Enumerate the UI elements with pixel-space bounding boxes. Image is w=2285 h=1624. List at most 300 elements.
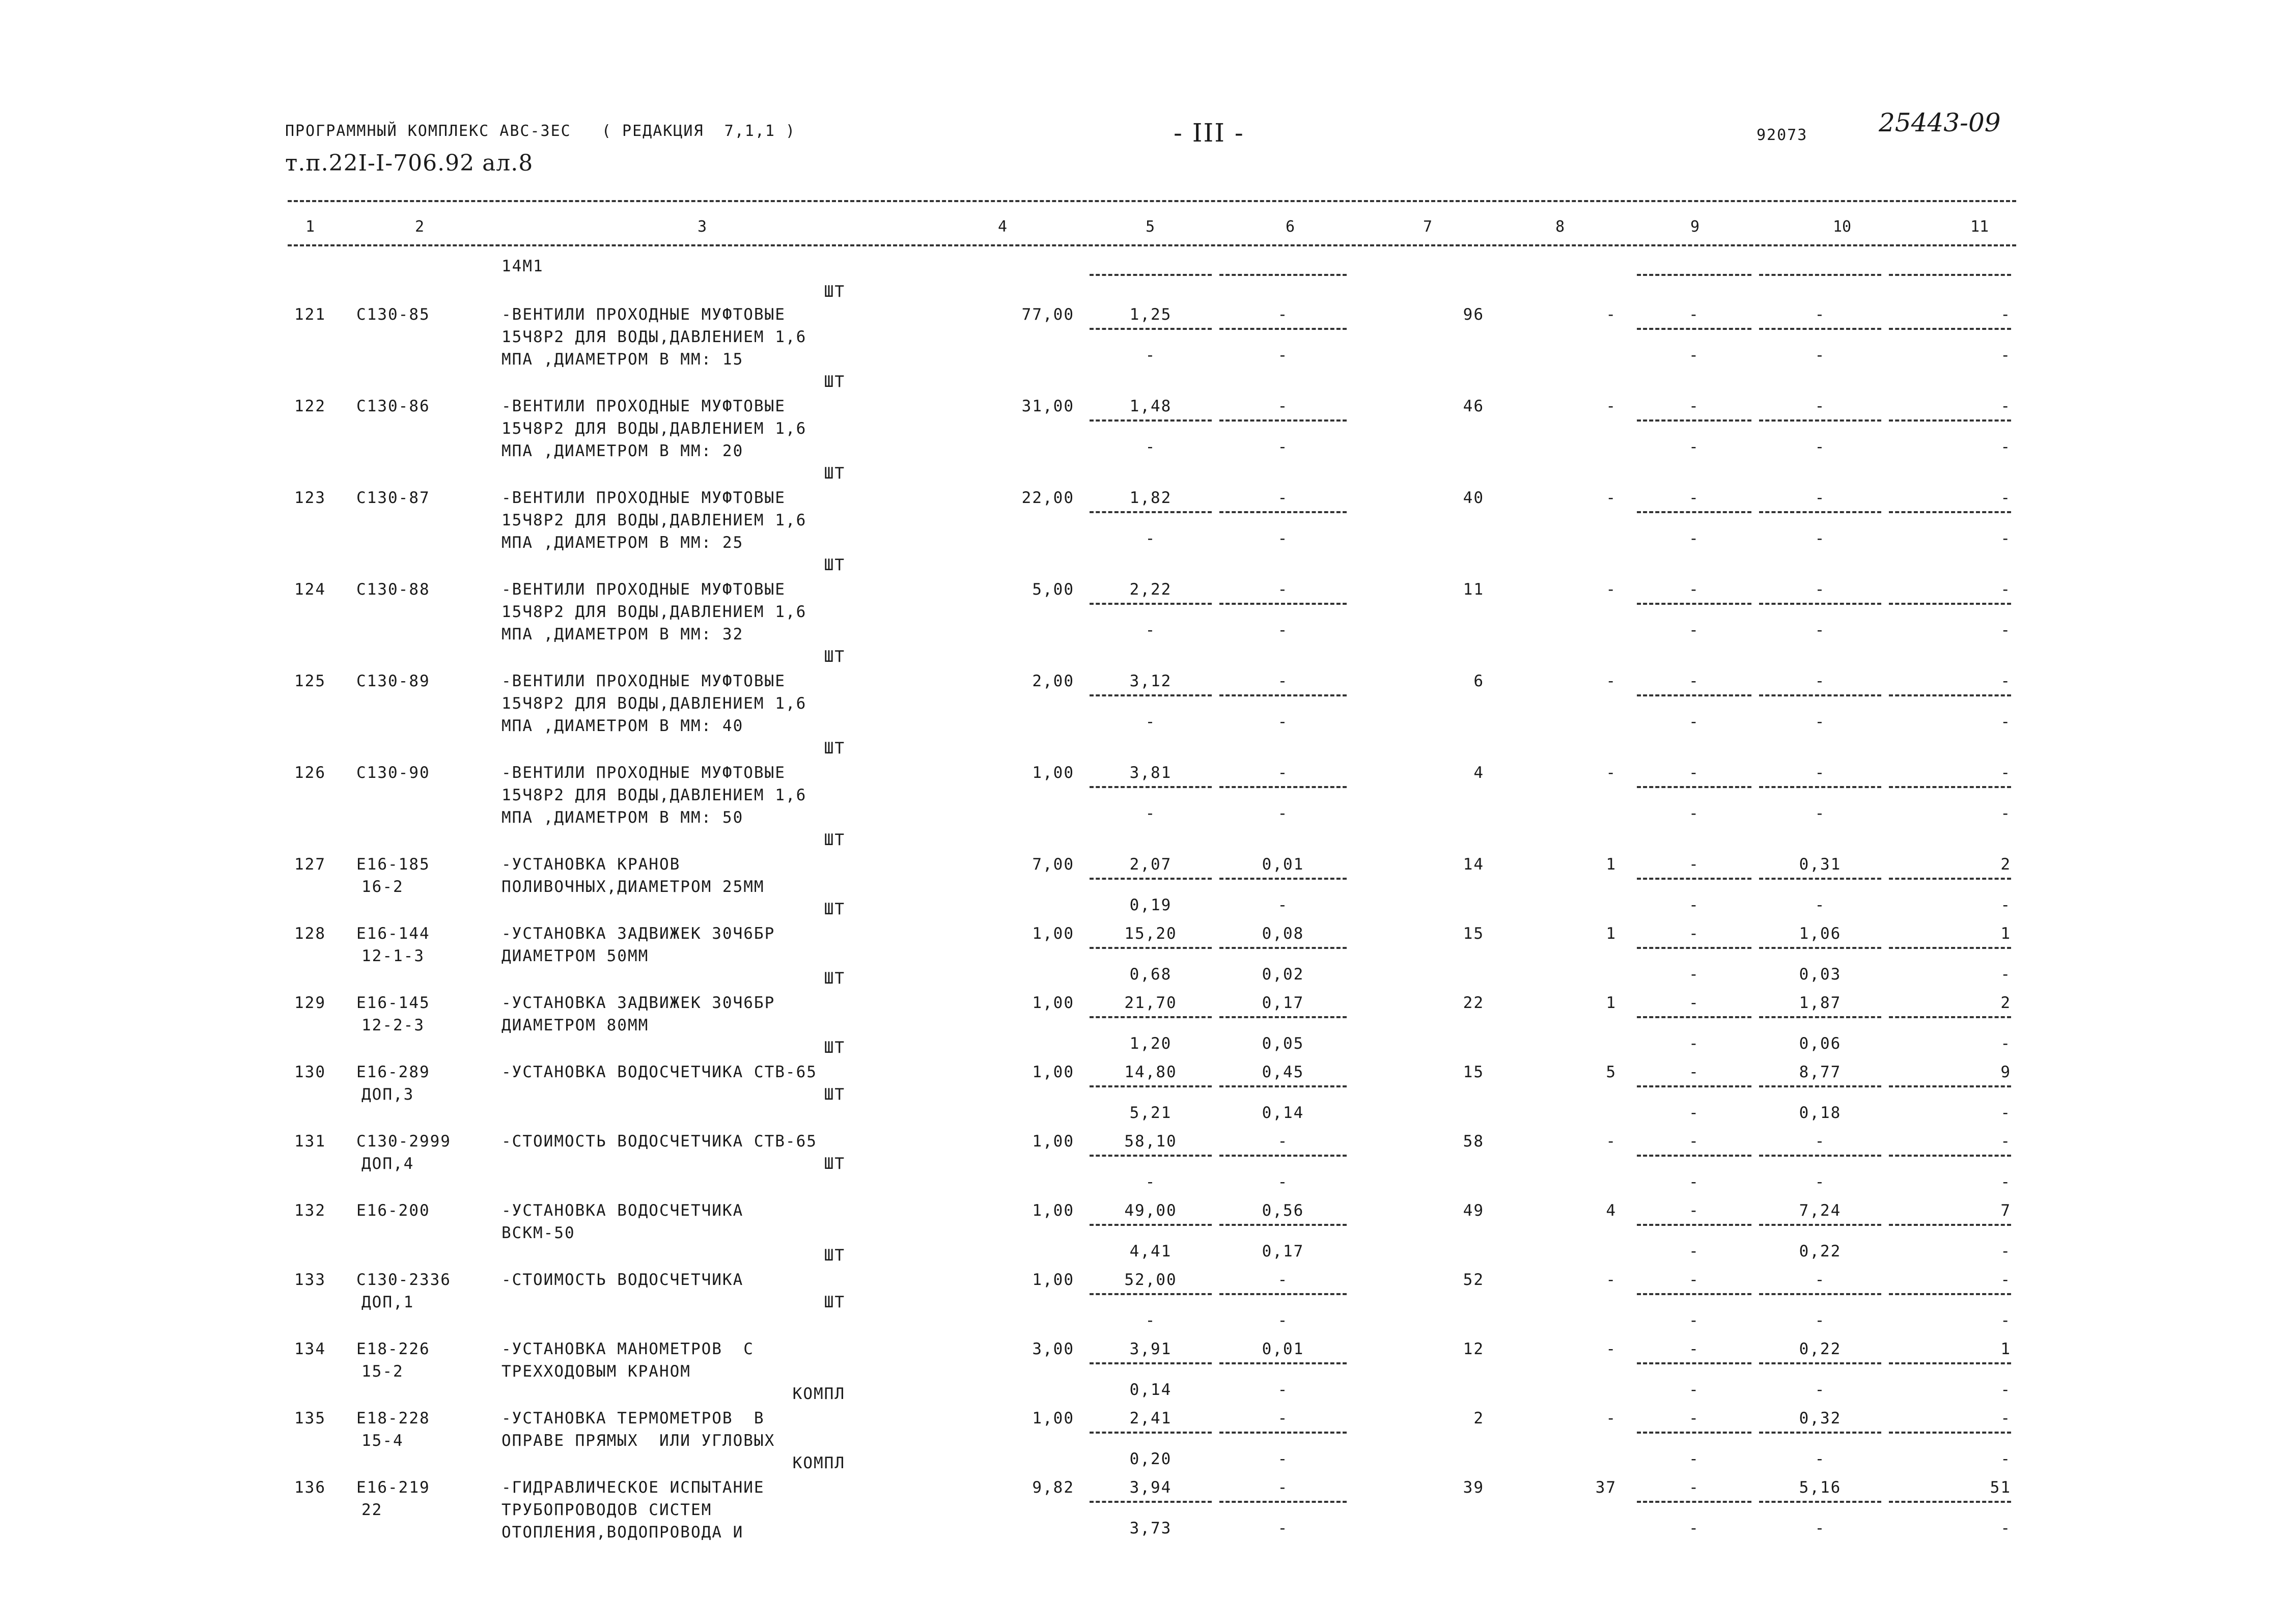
labor-value: - <box>1815 764 1826 782</box>
work-description: МПА ,ДИАМЕТРОМ В ММ: 15 <box>501 350 744 369</box>
cell-divider <box>1759 694 1881 696</box>
labor-sub: 0,06 <box>1799 1034 1842 1053</box>
labor-value: 0,31 <box>1799 855 1842 874</box>
estimate-number: 92073 <box>1757 126 1808 144</box>
labor-value: 8,77 <box>1799 1063 1842 1081</box>
normative-code: 22 <box>361 1501 383 1519</box>
col9-sub: - <box>1689 1450 1699 1468</box>
cell-divider <box>1090 1016 1212 1018</box>
cost-total: 49,00 <box>1124 1201 1177 1220</box>
col9-value: - <box>1689 580 1699 599</box>
cell-divider <box>1090 786 1212 788</box>
col11-sub: - <box>2000 965 2011 984</box>
labor-value: 7,24 <box>1799 1201 1842 1220</box>
column-number: 8 <box>1555 218 1565 236</box>
normative-code: 12-1-3 <box>361 947 425 965</box>
work-description: 15Ч8Р2 ДЛЯ ВОДЫ,ДАВЛЕНИЕМ 1,6 <box>501 786 807 804</box>
quantity-value: 5,00 <box>1032 580 1074 599</box>
cell-divider <box>1637 274 1751 276</box>
cost-total: 2,07 <box>1129 855 1172 874</box>
wage-value: - <box>1606 397 1617 415</box>
col11-sub: - <box>2000 1381 2011 1399</box>
row-number: 125 <box>294 672 326 690</box>
cell-divider <box>1090 1432 1212 1434</box>
work-description: -УСТАНОВКА ТЕРМОМЕТРОВ В <box>501 1409 765 1427</box>
cell-divider <box>1219 1155 1347 1157</box>
cost-wage: - <box>1145 529 1156 548</box>
work-description: -УСТАНОВКА ЗАДВИЖЕК 30Ч6БР <box>501 994 775 1012</box>
col11-value: 9 <box>2000 1063 2011 1081</box>
unit-label: ШТ <box>824 969 845 988</box>
quantity-value: 1,00 <box>1032 1063 1074 1081</box>
cell-divider <box>1090 1224 1212 1226</box>
cell-divider <box>1889 603 2011 605</box>
normative-code: ДОП,4 <box>361 1155 414 1173</box>
cost-machines: - <box>1277 1409 1289 1427</box>
work-description: ТРУБОПРОВОДОВ СИСТЕМ <box>501 1501 712 1519</box>
cell-divider <box>1759 603 1881 605</box>
cell-divider <box>1219 1224 1347 1226</box>
cell-divider <box>1889 328 2011 330</box>
total-value: 40 <box>1463 489 1484 507</box>
cell-divider <box>1637 419 1751 422</box>
cost-machines-wage: - <box>1277 896 1289 914</box>
work-description: -ВЕНТИЛИ ПРОХОДНЫЕ МУФТОВЫЕ <box>501 305 786 324</box>
col9-sub: - <box>1689 438 1699 456</box>
cell-divider <box>1759 328 1881 330</box>
total-value: 12 <box>1463 1340 1484 1358</box>
normative-code: С130-85 <box>356 305 430 324</box>
column-number: 7 <box>1423 218 1433 236</box>
cost-machines: 0,01 <box>1262 1340 1304 1358</box>
table-header-rule <box>288 244 2016 246</box>
col11-sub: - <box>2000 1104 2011 1122</box>
cell-divider <box>1090 694 1212 696</box>
cell-divider <box>1637 1155 1751 1157</box>
wage-value: 1 <box>1606 925 1617 943</box>
column-number: 4 <box>998 218 1008 236</box>
cost-machines: 0,08 <box>1262 925 1304 943</box>
total-value: 14 <box>1463 855 1484 874</box>
col11-value: 1 <box>2000 925 2011 943</box>
labor-sub: 0,03 <box>1799 965 1842 984</box>
work-description: -УСТАНОВКА МАНОМЕТРОВ С <box>501 1340 754 1358</box>
col11-value: - <box>2000 764 2011 782</box>
normative-code: Е16-200 <box>356 1201 430 1220</box>
labor-value: 0,22 <box>1799 1340 1842 1358</box>
quantity-value: 3,00 <box>1032 1340 1074 1358</box>
cell-divider <box>1090 1155 1212 1157</box>
normative-code: ДОП,3 <box>361 1085 414 1104</box>
labor-sub: - <box>1815 438 1826 456</box>
quantity-value: 77,00 <box>1021 305 1074 324</box>
col9-sub: - <box>1689 621 1699 639</box>
normative-code: Е16-289 <box>356 1063 430 1081</box>
col9-sub: - <box>1689 529 1699 548</box>
cell-divider <box>1759 1016 1881 1018</box>
cell-divider <box>1219 603 1347 605</box>
quantity-value: 1,00 <box>1032 1132 1074 1151</box>
cell-divider <box>1219 419 1347 422</box>
work-description: -ВЕНТИЛИ ПРОХОДНЫЕ МУФТОВЫЕ <box>501 397 786 415</box>
col9-sub: - <box>1689 1173 1699 1191</box>
cost-machines: - <box>1277 672 1289 690</box>
cost-machines-wage: - <box>1277 1311 1289 1330</box>
labor-sub: - <box>1815 713 1826 731</box>
work-description: -СТОИМОСТЬ ВОДОСЧЕТЧИКА <box>501 1271 744 1289</box>
labor-sub: - <box>1815 1381 1826 1399</box>
cell-divider <box>1759 1085 1881 1087</box>
wage-value: - <box>1606 1271 1617 1289</box>
wage-value: - <box>1606 764 1617 782</box>
cell-divider <box>1637 1085 1751 1087</box>
cost-wage: 0,20 <box>1129 1450 1172 1468</box>
cell-divider <box>1219 328 1347 330</box>
cost-total: 58,10 <box>1124 1132 1177 1151</box>
col11-sub: - <box>2000 1311 2011 1330</box>
cell-divider <box>1090 274 1212 276</box>
col11-sub: - <box>2000 1173 2011 1191</box>
cost-machines: - <box>1277 580 1289 599</box>
cell-divider <box>1889 1432 2011 1434</box>
col9-sub: - <box>1689 965 1699 984</box>
labor-sub: - <box>1815 1519 1826 1537</box>
unit-label: КОМПЛ <box>792 1454 845 1472</box>
normative-code: Е16-185 <box>356 855 430 874</box>
work-description: -ГИДРАВЛИЧЕСКОЕ ИСПЫТАНИЕ <box>501 1478 765 1497</box>
work-description: ДИАМЕТРОМ 50ММ <box>501 947 649 965</box>
cell-divider <box>1219 1085 1347 1087</box>
col11-sub: - <box>2000 1450 2011 1468</box>
quantity-value: 22,00 <box>1021 489 1074 507</box>
quantity-value: 1,00 <box>1032 1201 1074 1220</box>
labor-value: - <box>1815 1132 1826 1151</box>
total-value: 15 <box>1463 925 1484 943</box>
normative-code: С130-89 <box>356 672 430 690</box>
cell-divider <box>1090 603 1212 605</box>
cell-divider <box>1889 1085 2011 1087</box>
cost-machines: - <box>1277 305 1289 324</box>
cost-machines: 0,45 <box>1262 1063 1304 1081</box>
cell-divider <box>1637 603 1751 605</box>
cell-divider <box>1637 1501 1751 1503</box>
document-code: т.п.22I-I-706.92 ал.8 <box>285 150 534 176</box>
cost-machines-wage: - <box>1277 346 1289 365</box>
work-description: 15Ч8Р2 ДЛЯ ВОДЫ,ДАВЛЕНИЕМ 1,6 <box>501 511 807 529</box>
cost-machines: 0,17 <box>1262 994 1304 1012</box>
wage-value: 37 <box>1595 1478 1617 1497</box>
labor-sub: - <box>1815 804 1826 823</box>
col9-value: - <box>1689 1478 1699 1497</box>
work-description: -УСТАНОВКА КРАНОВ <box>501 855 681 874</box>
cell-divider <box>1759 419 1881 422</box>
cost-wage: - <box>1145 346 1156 365</box>
cell-divider <box>1637 511 1751 513</box>
total-value: 58 <box>1463 1132 1484 1151</box>
col11-sub: - <box>2000 438 2011 456</box>
cell-divider <box>1637 328 1751 330</box>
cell-divider <box>1090 1362 1212 1364</box>
col11-value: - <box>2000 1132 2011 1151</box>
work-description: ДИАМЕТРОМ 80ММ <box>501 1016 649 1034</box>
wage-value: - <box>1606 580 1617 599</box>
normative-code: Е18-228 <box>356 1409 430 1427</box>
cell-divider <box>1759 1432 1881 1434</box>
unit-label: ШТ <box>824 1155 845 1173</box>
handwritten-stamp: 25443-09 <box>1879 108 2001 137</box>
normative-code: 16-2 <box>361 878 404 896</box>
unit-label: ШТ <box>824 1039 845 1057</box>
cost-machines: - <box>1277 1478 1289 1497</box>
labor-value: 5,16 <box>1799 1478 1842 1497</box>
row-number: 121 <box>294 305 326 324</box>
col11-value: - <box>2000 1271 2011 1289</box>
labor-sub: - <box>1815 896 1826 914</box>
cell-divider <box>1219 878 1347 880</box>
cell-divider <box>1889 1155 2011 1157</box>
col11-sub: - <box>2000 1519 2011 1537</box>
cell-divider <box>1219 1501 1347 1503</box>
row-number: 136 <box>294 1478 326 1497</box>
work-description: -ВЕНТИЛИ ПРОХОДНЫЕ МУФТОВЫЕ <box>501 489 786 507</box>
unit-label: ШТ <box>824 831 845 849</box>
normative-code: ДОП,1 <box>361 1293 414 1311</box>
col9-value: - <box>1689 397 1699 415</box>
work-description: -ВЕНТИЛИ ПРОХОДНЫЕ МУФТОВЫЕ <box>501 764 786 782</box>
row-number: 122 <box>294 397 326 415</box>
cost-total: 1,82 <box>1129 489 1172 507</box>
wage-value: 1 <box>1606 855 1617 874</box>
labor-value: - <box>1815 397 1826 415</box>
normative-code: С130-86 <box>356 397 430 415</box>
total-value: 39 <box>1463 1478 1484 1497</box>
quantity-value: 1,00 <box>1032 1409 1074 1427</box>
col11-value: - <box>2000 1409 2011 1427</box>
col11-value: - <box>2000 672 2011 690</box>
cost-total: 1,48 <box>1129 397 1172 415</box>
cell-divider <box>1090 328 1212 330</box>
cost-wage: - <box>1145 1173 1156 1191</box>
quantity-value: 1,00 <box>1032 764 1074 782</box>
cost-machines-wage: - <box>1277 1173 1289 1191</box>
row-number: 129 <box>294 994 326 1012</box>
col9-sub: - <box>1689 713 1699 731</box>
unit-label: ШТ <box>824 464 845 483</box>
normative-code: С130-2999 <box>356 1132 451 1151</box>
row-number: 134 <box>294 1340 326 1358</box>
continued-text: 14М1 <box>501 257 544 275</box>
cost-wage: 0,14 <box>1129 1381 1172 1399</box>
cost-wage: - <box>1145 804 1156 823</box>
cell-divider <box>1219 1432 1347 1434</box>
work-description: МПА ,ДИАМЕТРОМ В ММ: 50 <box>501 808 744 827</box>
cell-divider <box>1090 1501 1212 1503</box>
work-description: -УСТАНОВКА ВОДОСЧЕТЧИКА <box>501 1201 744 1220</box>
row-number: 123 <box>294 489 326 507</box>
cost-machines-wage: - <box>1277 804 1289 823</box>
work-description: -УСТАНОВКА ЗАДВИЖЕК 30Ч6БР <box>501 925 775 943</box>
labor-sub: - <box>1815 1450 1826 1468</box>
column-number: 5 <box>1146 218 1155 236</box>
cell-divider <box>1637 947 1751 949</box>
col11-sub: - <box>2000 804 2011 823</box>
cost-machines: - <box>1277 397 1289 415</box>
labor-value: - <box>1815 672 1826 690</box>
cost-total: 21,70 <box>1124 994 1177 1012</box>
labor-sub: - <box>1815 1173 1826 1191</box>
column-number: 11 <box>1970 218 1989 236</box>
col11-value: 2 <box>2000 855 2011 874</box>
cost-wage: 1,20 <box>1129 1034 1172 1053</box>
cell-divider <box>1637 694 1751 696</box>
cost-wage: 5,21 <box>1129 1104 1172 1122</box>
cost-wage: - <box>1145 1311 1156 1330</box>
unit-label: ШТ <box>824 739 845 758</box>
labor-value: 1,06 <box>1799 925 1842 943</box>
cell-divider <box>1759 274 1881 276</box>
normative-code: Е16-145 <box>356 994 430 1012</box>
cell-divider <box>1889 786 2011 788</box>
work-description: ВСКМ-50 <box>501 1224 575 1242</box>
cost-total: 3,12 <box>1129 672 1172 690</box>
col9-value: - <box>1689 672 1699 690</box>
col9-sub: - <box>1689 1242 1699 1261</box>
col9-value: - <box>1689 764 1699 782</box>
total-value: 96 <box>1463 305 1484 324</box>
normative-code: С130-90 <box>356 764 430 782</box>
unit-label: ШТ <box>824 556 845 574</box>
total-value: 15 <box>1463 1063 1484 1081</box>
work-description: 15Ч8Р2 ДЛЯ ВОДЫ,ДАВЛЕНИЕМ 1,6 <box>501 328 807 346</box>
cell-divider <box>1759 878 1881 880</box>
labor-value: - <box>1815 580 1826 599</box>
work-description: -СТОИМОСТЬ ВОДОСЧЕТЧИКА СТВ-65 <box>501 1132 817 1151</box>
cell-divider <box>1759 1224 1881 1226</box>
cost-machines: - <box>1277 1132 1289 1151</box>
cell-divider <box>1637 786 1751 788</box>
work-description: МПА ,ДИАМЕТРОМ В ММ: 20 <box>501 442 744 460</box>
col9-value: - <box>1689 489 1699 507</box>
cell-divider <box>1219 1362 1347 1364</box>
col11-sub: - <box>2000 1242 2011 1261</box>
wage-value: 1 <box>1606 994 1617 1012</box>
cell-divider <box>1637 1224 1751 1226</box>
work-description: ПОЛИВОЧНЫХ,ДИАМЕТРОМ 25ММ <box>501 878 765 896</box>
cost-total: 14,80 <box>1124 1063 1177 1081</box>
col11-value: 1 <box>2000 1340 2011 1358</box>
col11-value: - <box>2000 305 2011 324</box>
cost-machines-wage: - <box>1277 1450 1289 1468</box>
cell-divider <box>1090 947 1212 949</box>
cell-divider <box>1637 1016 1751 1018</box>
column-number: 1 <box>305 218 315 236</box>
column-number: 2 <box>415 218 425 236</box>
cost-machines-wage: - <box>1277 1381 1289 1399</box>
cell-divider <box>1637 1293 1751 1295</box>
cell-divider <box>1219 694 1347 696</box>
cell-divider <box>1889 511 2011 513</box>
cell-divider <box>1889 1293 2011 1295</box>
work-description: 15Ч8Р2 ДЛЯ ВОДЫ,ДАВЛЕНИЕМ 1,6 <box>501 603 807 621</box>
wage-value: - <box>1606 1409 1617 1427</box>
row-number: 133 <box>294 1271 326 1289</box>
col11-sub: - <box>2000 896 2011 914</box>
cell-divider <box>1889 419 2011 422</box>
col9-sub: - <box>1689 896 1699 914</box>
col9-value: - <box>1689 1201 1699 1220</box>
work-description: ОТОПЛЕНИЯ,ВОДОПРОВОДА И <box>501 1523 744 1542</box>
col9-sub: - <box>1689 1104 1699 1122</box>
col9-value: - <box>1689 1340 1699 1358</box>
cell-divider <box>1759 947 1881 949</box>
cell-divider <box>1889 1016 2011 1018</box>
labor-value: - <box>1815 1271 1826 1289</box>
col9-value: - <box>1689 305 1699 324</box>
work-description: -УСТАНОВКА ВОДОСЧЕТЧИКА СТВ-65 <box>501 1063 817 1081</box>
cell-divider <box>1090 878 1212 880</box>
cell-divider <box>1759 1501 1881 1503</box>
labor-sub: - <box>1815 621 1826 639</box>
column-number: 10 <box>1833 218 1852 236</box>
cell-divider <box>1090 1293 1212 1295</box>
cost-total: 1,25 <box>1129 305 1172 324</box>
wage-value: 5 <box>1606 1063 1617 1081</box>
work-description: МПА ,ДИАМЕТРОМ В ММ: 32 <box>501 625 744 643</box>
cost-machines-wage: - <box>1277 529 1289 548</box>
normative-code: Е18-226 <box>356 1340 430 1358</box>
wage-value: - <box>1606 672 1617 690</box>
cost-total: 3,94 <box>1129 1478 1172 1497</box>
cost-total: 15,20 <box>1124 925 1177 943</box>
row-number: 130 <box>294 1063 326 1081</box>
row-number: 128 <box>294 925 326 943</box>
cost-total: 52,00 <box>1124 1271 1177 1289</box>
total-value: 46 <box>1463 397 1484 415</box>
col9-value: - <box>1689 1063 1699 1081</box>
normative-code: С130-87 <box>356 489 430 507</box>
work-description: 15Ч8Р2 ДЛЯ ВОДЫ,ДАВЛЕНИЕМ 1,6 <box>501 694 807 713</box>
normative-code: 15-2 <box>361 1362 404 1381</box>
cost-total: 3,91 <box>1129 1340 1172 1358</box>
cell-divider <box>1219 274 1347 276</box>
unit-label: КОМПЛ <box>792 1385 845 1403</box>
row-number: 126 <box>294 764 326 782</box>
cost-total: 2,41 <box>1129 1409 1172 1427</box>
labor-sub: - <box>1815 529 1826 548</box>
labor-sub: - <box>1815 346 1826 365</box>
cost-machines: 0,01 <box>1262 855 1304 874</box>
quantity-value: 1,00 <box>1032 925 1074 943</box>
cell-divider <box>1889 878 2011 880</box>
col9-value: - <box>1689 1271 1699 1289</box>
labor-value: - <box>1815 489 1826 507</box>
cell-divider <box>1219 511 1347 513</box>
work-description: ОПРАВЕ ПРЯМЫХ ИЛИ УГЛОВЫХ <box>501 1432 775 1450</box>
labor-sub: - <box>1815 1311 1826 1330</box>
work-description: ТРЕХХОДОВЫМ КРАНОМ <box>501 1362 691 1381</box>
cost-machines-wage: - <box>1277 1519 1289 1537</box>
cost-wage: - <box>1145 621 1156 639</box>
cell-divider <box>1759 786 1881 788</box>
col11-sub: - <box>2000 1034 2011 1053</box>
total-value: 11 <box>1463 580 1484 599</box>
total-value: 49 <box>1463 1201 1484 1220</box>
normative-code: С130-2336 <box>356 1271 451 1289</box>
cell-divider <box>1090 419 1212 422</box>
unit-label: ШТ <box>824 1246 845 1265</box>
work-description: -ВЕНТИЛИ ПРОХОДНЫЕ МУФТОВЫЕ <box>501 672 786 690</box>
cost-machines-wage: 0,05 <box>1262 1034 1304 1053</box>
